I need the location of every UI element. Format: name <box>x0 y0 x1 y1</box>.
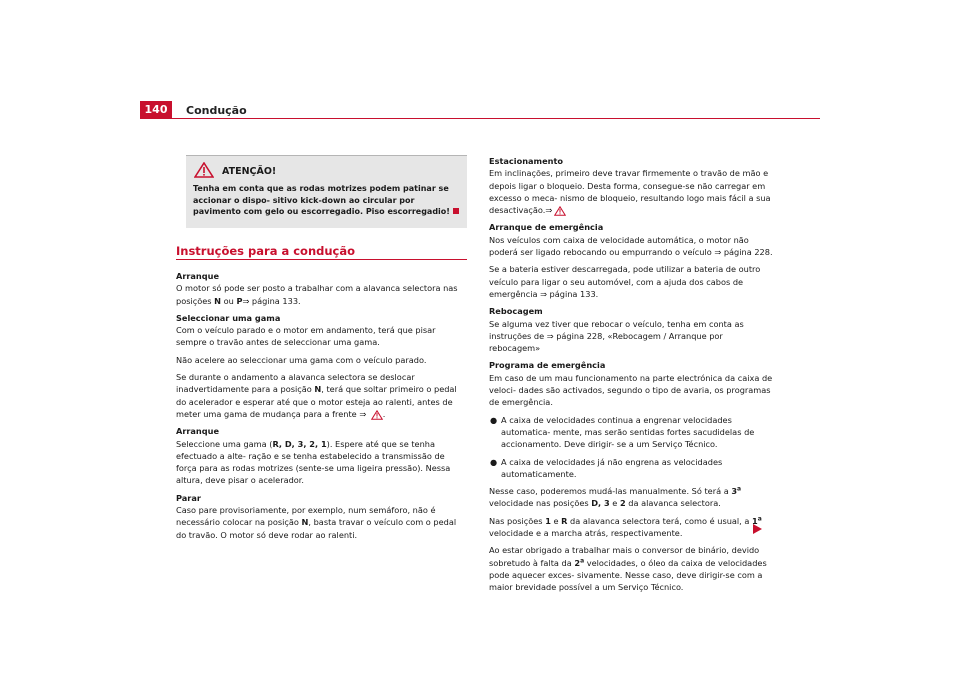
heading-estacionamento: Estacionamento <box>489 156 563 166</box>
list-item: ● A caixa de velocidades já não engrena as velocidades automaticamente. <box>490 456 723 479</box>
end-marker-icon <box>453 208 459 214</box>
warning-title: ATENÇÃO! <box>222 166 277 177</box>
paragraph: Nos veículos com caixa de velocidade automática, o motor não poderá ser ligado rebocando ou empurrando o veículo ⇒ página 228. <box>489 234 773 258</box>
paragraph: Ao estar obrigado a trabalhar mais o conversor de binário, devido sobretudo à falta da 2$^a$ velocidades, o óleo da caixa de velocidades pode aquecer exces- sivamente. Nesse caso, deve dirigir-se com a maior brevidade possível a um Serviço Técnico. <box>489 545 767 593</box>
heading-arranque-2: Arranque <box>176 426 220 437</box>
paragraph: Nas posições 1 e R da alavanca selectora terá, como é usual, a 1$^a$ velocidade e a marcha atrás, respectivamente. <box>489 514 762 539</box>
warning-box <box>186 155 467 228</box>
list-item: ● A caixa de velocidades continua a engrenar velocidades automatica- mente, mas serão sentidas fortes sacudidelas de accionamento. Deve dirigir- se a um Serviço Técnico. <box>490 414 755 450</box>
warning-triangle-icon <box>194 162 214 178</box>
warning-triangle-icon <box>371 410 383 420</box>
heading-arranque-emergencia: Arranque de emergência <box>489 222 604 233</box>
paragraph: Em caso de um mau funcionamento na parte electrónica da caixa de veloci- dades são activados, segundo o tipo de avaria, os programas de emergência. <box>489 372 773 408</box>
bullet-icon: ● <box>490 456 498 467</box>
heading-parar: Parar <box>176 492 201 503</box>
warning-text-body: Tenha em conta que as rodas motrizes podem patinar se accionar o dispo- sitivo kick-down ao circular por pavimento com gelo ou escorregadio. Piso escorregadio! <box>193 184 450 217</box>
section-rule <box>176 259 467 260</box>
paragraph: Não acelere ao seleccionar uma gama com o veículo parado. <box>176 354 427 365</box>
heading-seleccionar: Seleccionar uma gama <box>176 312 281 323</box>
paragraph: Caso pare provisoriamente, por exemplo, num semáforo, não é necessário colocar na posição N, basta travar o veículo com o pedal do travão. O motor só deve rodar ao ralenti. <box>176 505 457 540</box>
warning-text <box>193 183 465 218</box>
paragraph: Em inclinações, primeiro deve travar firmemente o travão de mão e depois ligar o bloqueio. Desta forma, consegue-se não carregar em excesso o meca- nismo de bloqueio, resultando logo mais fácil a sua desactivação.⇒ <box>489 168 771 216</box>
paragraph: Nesse caso, poderemos mudá-las manualmente. Só terá a 3$^a$ velocidade nas posições D, 3 e 2 da alavanca selectora. <box>489 485 742 509</box>
paragraph: Seleccione uma gama (R, D, 3, 2, 1). Espere até que se tenha efectuado a alte- ração e se tenha estabelecido a transmissão de força para as rodas motrizes (sente-se uma ligeira pressão). Nessa altura, deve pisar o acelerador. <box>176 438 451 486</box>
paragraph: Se durante o andamento a alavanca selectora se deslocar inadvertidamente para a posição N, terá que soltar primeiro o pedal do acelerador e esperar até que o motor esteja ao ralenti, antes de meter uma gama de mudança para a frente ⇒ . <box>176 372 457 419</box>
page-number: 140 <box>140 101 172 118</box>
heading-programa-emergencia: Programa de emergência <box>489 360 606 371</box>
right-column <box>489 155 773 599</box>
paragraph: Com o veículo parado e o motor em andamento, terá que pisar sempre o travão antes de seleccionar uma gama. <box>176 325 436 348</box>
next-page-arrow-icon[interactable] <box>753 524 762 534</box>
section-title: Instruções para a condução <box>176 244 356 258</box>
paragraph: Se a bateria estiver descarregada, pode utilizar a bateria de outro veículo para ligar o seu automóvel, com a ajuda dos cabos de emergência ⇒ página 133. <box>489 264 761 299</box>
heading-rebocagem: Rebocagem <box>489 306 543 317</box>
page-title: Condução <box>186 104 247 117</box>
heading-arranque: Arranque <box>176 271 220 281</box>
paragraph: O motor só pode ser posto a trabalhar com a alavanca selectora nas posições N ou P⇒ página 133. <box>176 283 458 306</box>
bullet-icon: ● <box>490 414 498 425</box>
left-column <box>176 270 467 546</box>
warning-triangle-icon <box>554 206 566 216</box>
paragraph: Se alguma vez tiver que rebocar o veículo, tenha em conta as instruções de ⇒ página 228, «Rebocagem / Arranque por rebocagem» <box>489 318 744 354</box>
header-rule <box>140 118 820 119</box>
